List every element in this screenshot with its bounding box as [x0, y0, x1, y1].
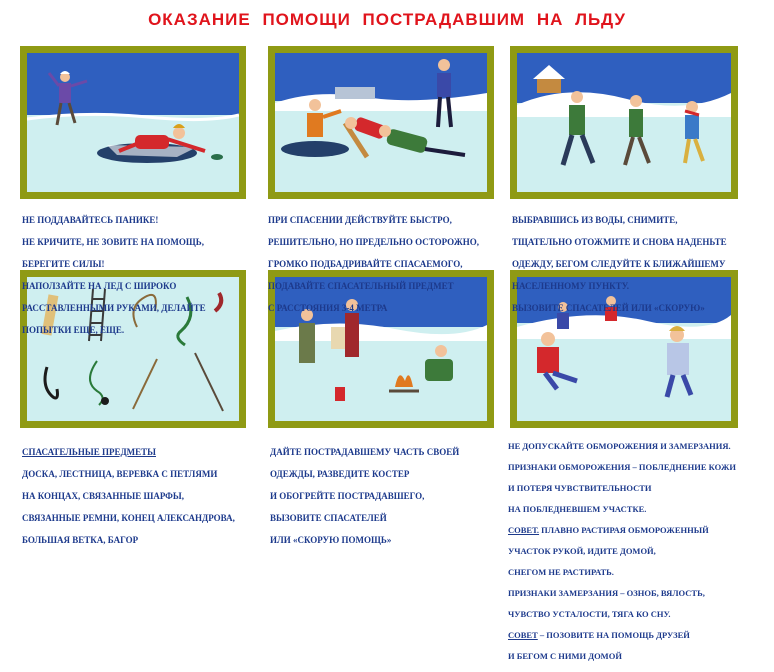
caption-line: НЕ ПОДДАВАЙТЕСЬ ПАНИКЕ! — [22, 215, 159, 225]
caption-line — [508, 525, 770, 536]
caption-panel-2 — [268, 204, 504, 325]
caption-line: СНЕГОМ НЕ РАСТИРАТЬ. — [508, 566, 614, 577]
caption-line: НЕ ДОПУСКАЙТЕ ОБМОРОЖЕНИЯ И ЗАМЕРЗАНИЯ. — [508, 440, 731, 451]
caption-line: ПРИЗНАКИ ЗАМЕРЗАНИЯ – ОЗНОБ, ВЯЛОСТЬ, — [508, 587, 705, 598]
caption-line: ДАЙТЕ ПОСТРАДАВШЕМУ ЧАСТЬ СВОЕЙ — [270, 447, 460, 457]
caption-line: ГРОМКО ПОДБАДРИВАЙТЕ СПАСАЕМОГО, — [268, 259, 463, 269]
caption-line: ВЫБРАВШИСЬ ИЗ ВОДЫ, СНИМИТЕ, — [512, 215, 678, 225]
caption-line: НЕ КРИЧИТЕ, НЕ ЗОВИТЕ НА ПОМОЩЬ, — [22, 237, 204, 247]
caption-line: ПОДАВАЙТЕ СПАСАТЕЛЬНЫЙ ПРЕДМЕТ — [268, 281, 454, 291]
advice-label: СОВЕТ — [508, 629, 538, 640]
caption-panel-6 — [508, 430, 770, 672]
caption-heading: СПАСАТЕЛЬНЫЕ ПРЕДМЕТЫ — [22, 447, 156, 457]
advice-text: ПЛАВНО РАСТИРАЯ ОБМОРОЖЕННЫЙ — [539, 524, 709, 535]
caption-line: НАПОЛЗАЙТЕ НА ЛЕД С ШИРОКО — [22, 281, 177, 291]
person-fallen-through-ice-illustration — [27, 53, 239, 192]
caption-line: НАСЕЛЕННОМУ ПУНКТУ. — [512, 281, 630, 291]
page-title: ОКАЗАНИЕ ПОМОЩИ ПОСТРАДАВШИМ НА ЛЬДУ — [148, 10, 626, 29]
caption-line: ИЛИ «СКОРУЮ ПОМОЩЬ» — [270, 535, 392, 545]
caption-line: НА ПОБЛЕДНЕВШЕМ УЧАСТКЕ. — [508, 503, 647, 514]
caption-line: ПРИ СПАСЕНИИ ДЕЙСТВУЙТЕ БЫСТРО, — [268, 215, 452, 225]
caption-line: И ОБОГРЕЙТЕ ПОСТРАДАВШЕГО, — [270, 491, 425, 501]
caption-line: ЧУВСТВО УСТАЛОСТИ, ТЯГА КО СНУ. — [508, 608, 671, 619]
caption-line: И БЕГОМ С НИМИ ДОМОЙ — [508, 650, 622, 661]
caption-panel-3 — [512, 204, 762, 325]
caption-line: ПРИЗНАКИ ОБМОРОЖЕНИЯ – ПОБЛЕДНЕНИЕ КОЖИ — [508, 461, 737, 472]
caption-line: УЧАСТОК РУКОЙ, ИДИТЕ ДОМОЙ, — [508, 545, 656, 556]
rescuers-crawling-illustration — [275, 53, 487, 192]
caption-line: С РАССТОЯНИЯ 3-4 МЕТРА — [268, 303, 388, 313]
caption-line: И ПОТЕРЯ ЧУВСТВИТЕЛЬНОСТИ — [508, 482, 652, 493]
caption-line: БОЛЬШАЯ ВЕТКА, БАГОР — [22, 535, 139, 545]
caption-line: ВЫЗОВИТЕ СПАСАТЕЛЕЙ — [270, 513, 387, 523]
caption-line: РАССТАВЛЕННЫМИ РУКАМИ, ДЕЛАЙТЕ — [22, 303, 206, 313]
caption-line: БЕРЕГИТЕ СИЛЫ! — [22, 259, 105, 269]
caption-line: ТЩАТЕЛЬНО ОТОЖМИТЕ И СНОВА НАДЕНЬТЕ — [512, 237, 727, 247]
advice-label: СОВЕТ. — [508, 524, 540, 535]
running-home-illustration — [517, 53, 731, 192]
illustration-panel-2 — [268, 46, 494, 199]
caption-line: ВЫЗОВИТЕ СПАСАТЕЛЕЙ ИЛИ «СКОРУЮ» — [512, 303, 705, 313]
caption-panel-5 — [270, 436, 506, 557]
caption-panel-1 — [22, 204, 252, 347]
caption-line: ОДЕЖДУ, БЕГОМ СЛЕДУЙТЕ К БЛИЖАЙШЕМУ — [512, 259, 726, 269]
caption-line — [508, 630, 770, 641]
caption-line: СВЯЗАННЫЕ РЕМНИ, КОНЕЦ АЛЕКСАНДРОВА, — [22, 513, 235, 523]
caption-line: НА КОНЦАХ, СВЯЗАННЫЕ ШАРФЫ, — [22, 491, 184, 501]
advice-text: – ПОЗОВИТЕ НА ПОМОЩЬ ДРУЗЕЙ — [537, 629, 690, 640]
caption-line: ОДЕЖДЫ, РАЗВЕДИТЕ КОСТЕР — [270, 469, 410, 479]
caption-line: ПОПЫТКИ ЕЩЕ, ЕЩЕ. — [22, 325, 125, 335]
caption-line: ДОСКА, ЛЕСТНИЦА, ВЕРЕВКА С ПЕТЛЯМИ — [22, 469, 218, 479]
caption-line: РЕШИТЕЛЬНО, НО ПРЕДЕЛЬНО ОСТОРОЖНО, — [268, 237, 480, 247]
illustration-panel-3 — [510, 46, 738, 199]
illustration-panel-1 — [20, 46, 246, 199]
caption-panel-4 — [22, 436, 262, 557]
